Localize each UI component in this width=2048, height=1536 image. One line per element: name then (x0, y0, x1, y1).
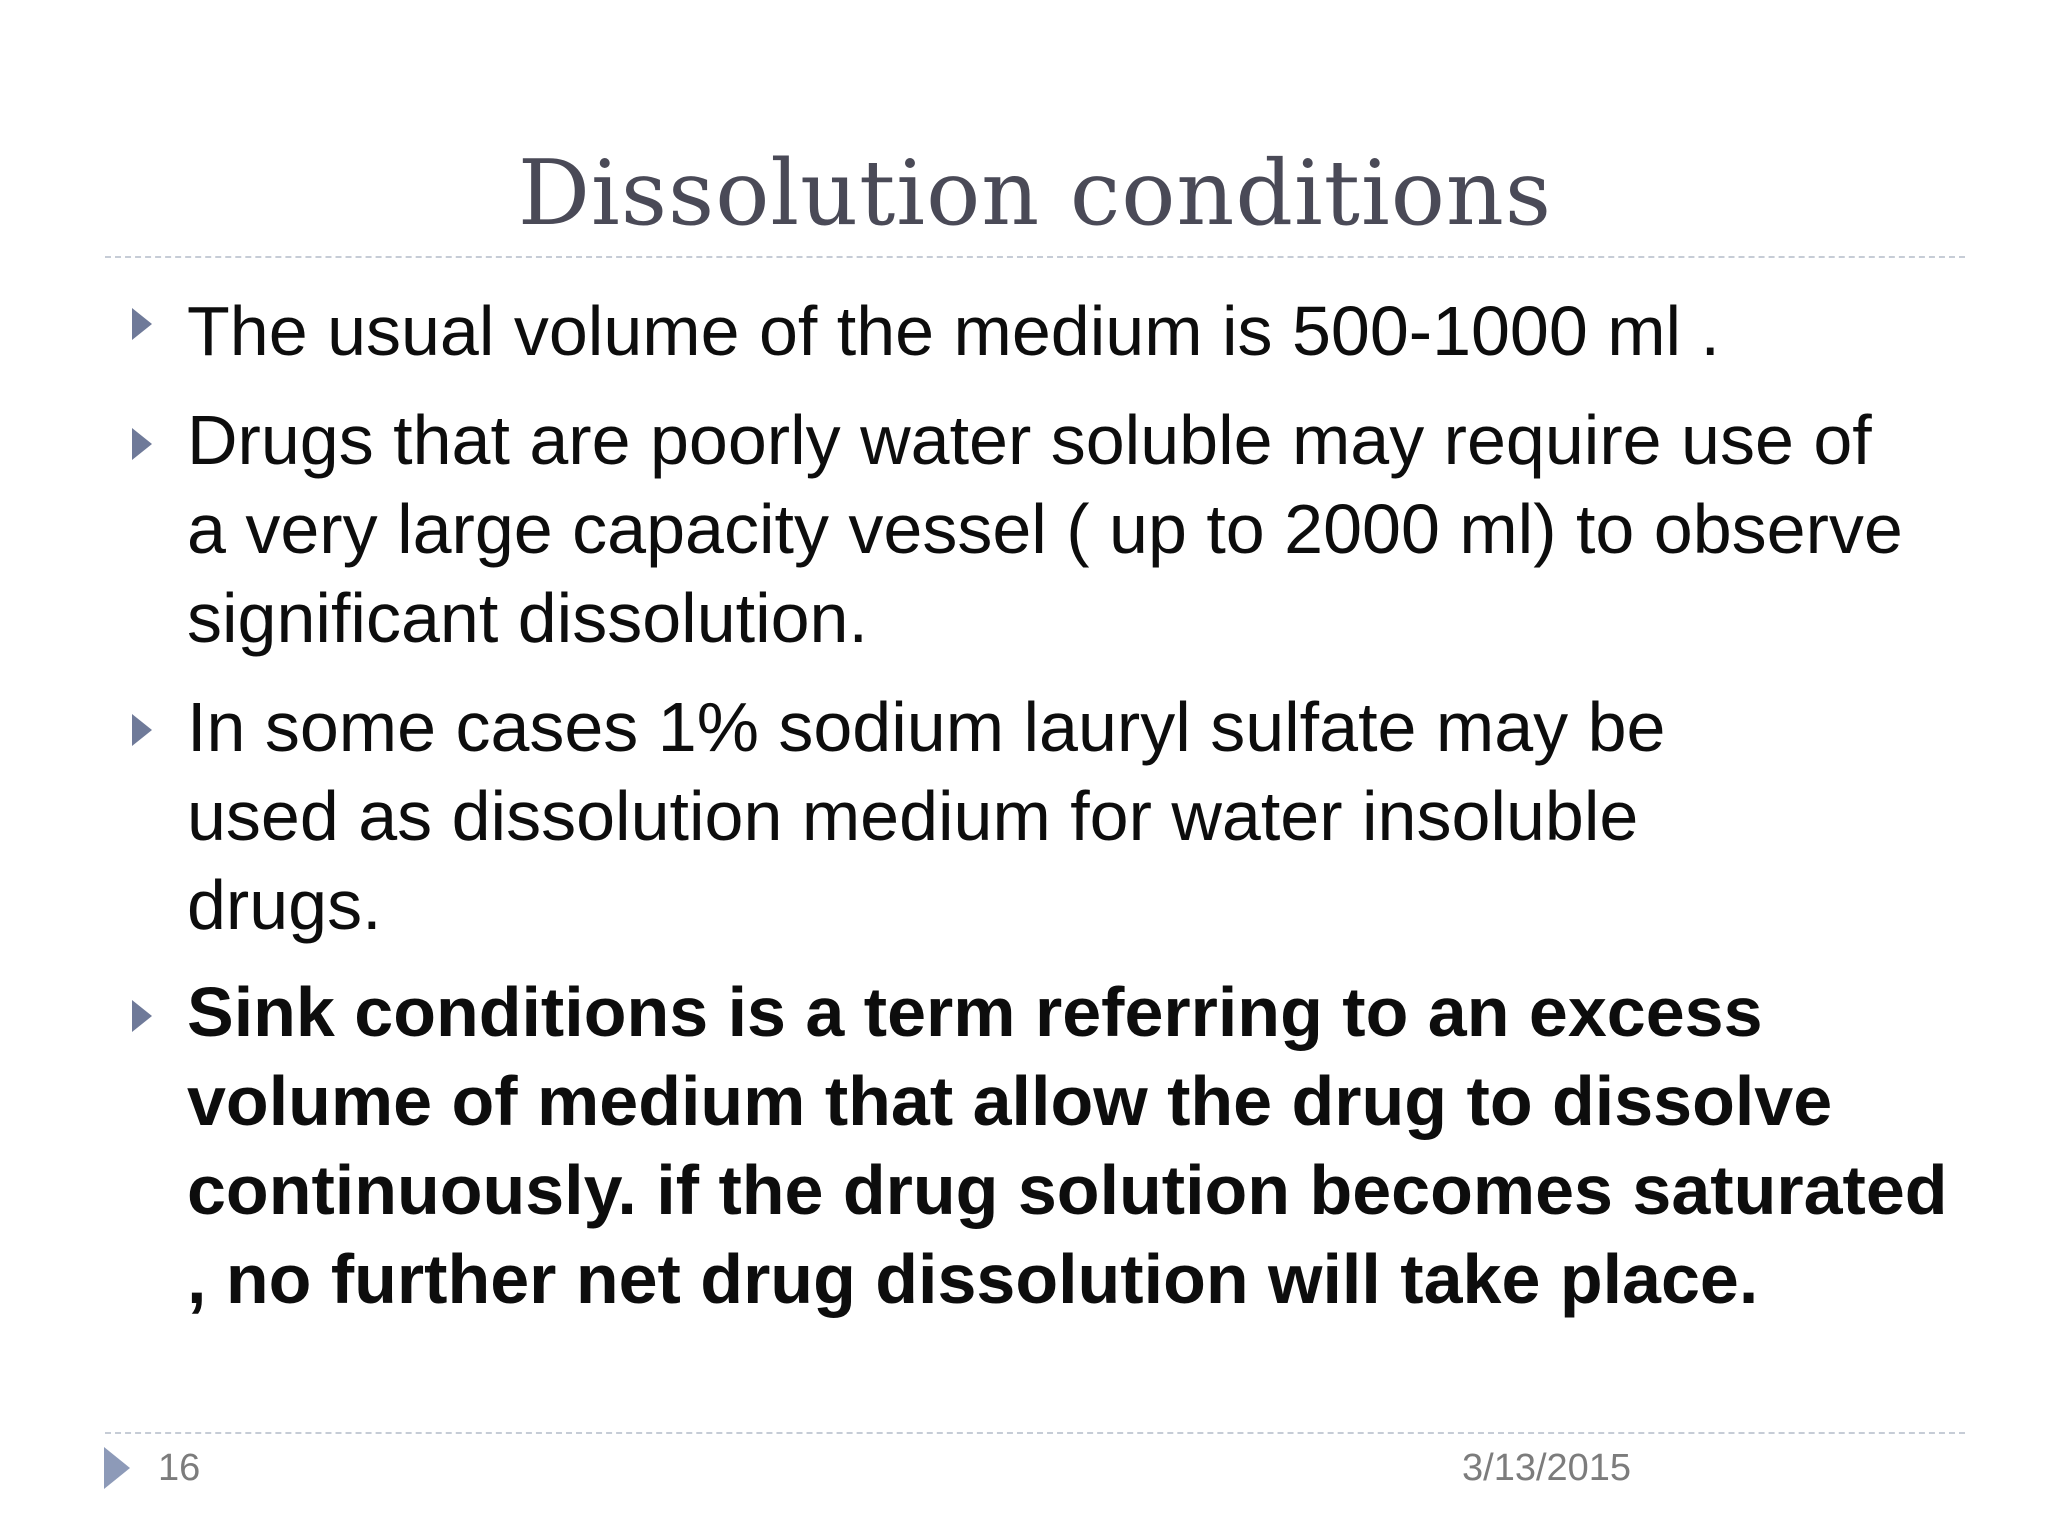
triangle-bullet-icon (130, 306, 154, 342)
slide-title: Dissolution conditions (517, 141, 1553, 246)
triangle-bullet-icon (130, 998, 154, 1034)
play-arrow-icon (104, 1447, 130, 1489)
triangle-bullet-icon (130, 426, 154, 462)
triangle-bullet-icon (130, 712, 154, 748)
bullet-text-4: Sink conditions is a term referring to an excess volume of medium that allow the drug to dissolve continuously. if the drug solution becomes saturated , no further net drug dissolution will take place. (187, 973, 1948, 1318)
bullet-text-2: Drugs that are poorly water soluble may require use of a very large capacity vessel ( up to 2000 ml) to observe significant dissolution. (187, 401, 1903, 657)
bullet-text-3: In some cases 1% sodium lauryl sulfate may be used as dissolution medium for water insoluble drugs. (187, 688, 1666, 944)
bullet-text-1: The usual volume of the medium is 500-1000 ml . (187, 292, 1720, 370)
slide-number: 16 (158, 1447, 201, 1489)
slide-date: 3/13/2015 (1462, 1447, 1632, 1489)
footer-divider (105, 1432, 1965, 1434)
